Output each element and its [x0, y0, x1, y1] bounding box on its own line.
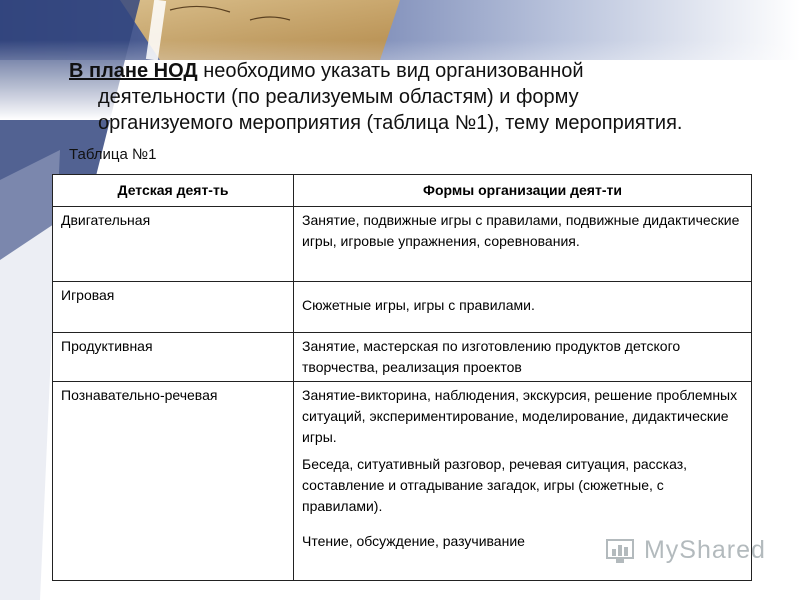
activity-cell: Познавательно-речевая: [53, 382, 294, 581]
forms-cell: [294, 207, 752, 282]
heading-line1: необходимо указать вид организованной: [197, 60, 584, 82]
activity-cell: Игровая: [53, 282, 294, 333]
table-header-row: [53, 175, 752, 207]
heading-line3: организуемого мероприятия (таблица №1), тему мероприятия.: [98, 112, 683, 134]
forms-text: Занятие-викторина, наблюдения, экскурсия, решение проблемных ситуаций, экспериментирование, моделирование, дидактические игры.: [302, 387, 738, 445]
table-caption: Таблица №1: [69, 146, 157, 163]
table-row: [53, 333, 752, 382]
heading-lead: В плане НОД: [69, 60, 198, 82]
heading: [69, 58, 769, 136]
header-activity: Детская деят-ть: [53, 175, 294, 207]
forms-text: Занятие, подвижные игры с правилами, подвижные дидактические игры, игровые упражнения, соревнования.: [302, 212, 740, 249]
watermark-text: MyShared: [643, 536, 766, 564]
activity-table: [52, 174, 752, 581]
activity-cell: Продуктивная: [53, 333, 294, 382]
table-row: [53, 207, 752, 282]
forms-text: Чтение, обсуждение, разучивание: [302, 533, 525, 549]
header-forms: Формы организации деят-ти: [294, 175, 752, 207]
heading-line2: деятельности (по реализуемым областям) и форму: [98, 86, 579, 108]
watermark: [606, 536, 766, 565]
forms-text: Беседа, ситуативный разговор, речевая ситуация, рассказ, составление и отгадывание загадок, игры (сюжетные, с правилами).: [302, 456, 688, 514]
forms-text: Занятие, мастерская по изготовлению продуктов детского творчества, реализация проектов: [302, 338, 681, 375]
forms-cell: [294, 282, 752, 333]
table-row: [53, 282, 752, 333]
forms-text: Сюжетные игры, игры с правилами.: [302, 297, 535, 313]
forms-cell: [294, 333, 752, 382]
chart-icon: [606, 537, 636, 565]
activity-cell: Двигательная: [53, 207, 294, 282]
